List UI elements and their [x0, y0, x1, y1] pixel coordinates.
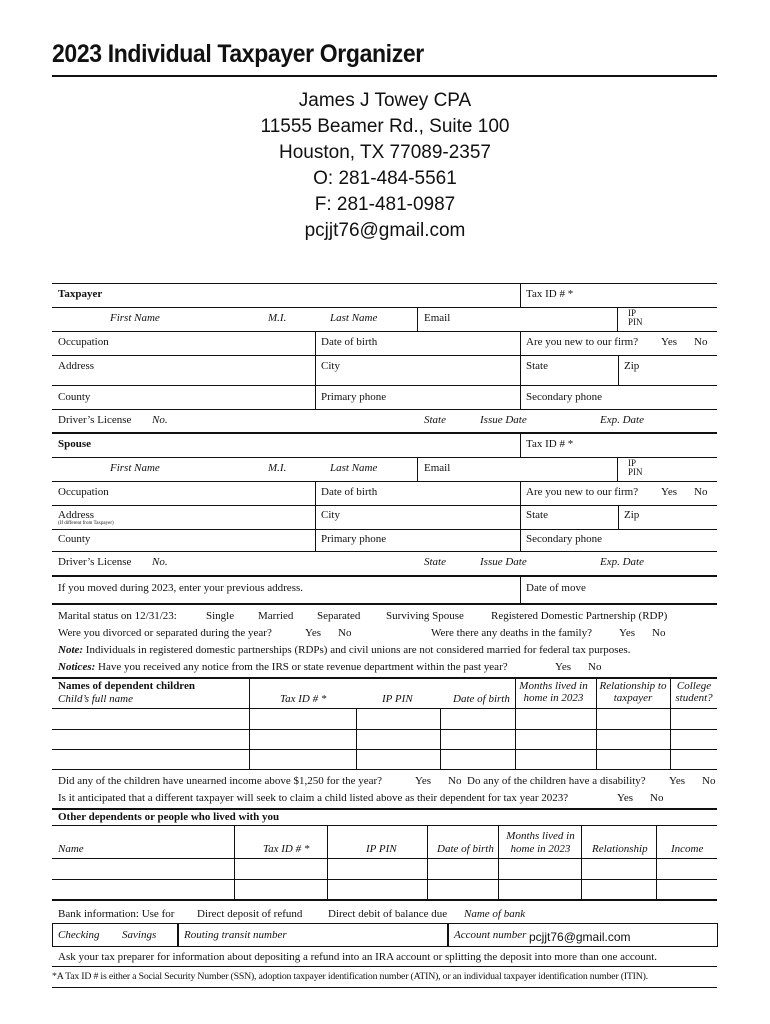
dependents-relationship-column	[597, 680, 669, 704]
other-dependents-heading: Other dependents or people who lived with you	[58, 811, 280, 823]
notices-yes[interactable]: Yes	[555, 661, 572, 673]
divider	[520, 433, 521, 457]
firm-office-phone: O: 281-484-5561	[313, 168, 457, 189]
marital-surviving-spouse-option[interactable]: Surviving Spouse	[386, 610, 464, 622]
unearned-income-no[interactable]: No	[448, 775, 462, 787]
taxpayer-occupation-field[interactable]: Occupation	[58, 336, 109, 348]
divider	[618, 505, 619, 529]
rule	[52, 409, 717, 410]
section-rule	[52, 808, 717, 810]
spouse-mi-field[interactable]: M.I.	[268, 462, 287, 474]
deaths-no[interactable]: No	[652, 627, 666, 639]
bank-info-label: Bank information: Use for	[58, 908, 175, 920]
title-rule	[52, 75, 717, 77]
divider	[520, 283, 521, 307]
spouse-secondary-phone-field[interactable]: Secondary phone	[526, 533, 603, 545]
divider	[327, 826, 328, 900]
taxpayer-dl-label: Driver’s License	[58, 414, 132, 426]
others-name-column: Name	[58, 843, 84, 855]
table-row[interactable]	[52, 708, 717, 709]
marital-married-option[interactable]: Married	[258, 610, 294, 622]
rule	[52, 825, 717, 826]
relationship-line2: taxpayer	[613, 692, 653, 704]
marital-status-label: Marital status on 12/31/23:	[58, 610, 177, 622]
divider	[670, 678, 671, 770]
divider	[417, 457, 418, 481]
firm-fax: F: 281-481-0987	[314, 194, 456, 215]
dependents-months-column	[516, 680, 591, 704]
direct-debit-option[interactable]: Direct debit of balance due	[328, 908, 448, 920]
divider	[520, 331, 521, 355]
table-row[interactable]	[52, 879, 717, 880]
divider	[315, 385, 316, 409]
marital-rdp-option[interactable]: Registered Domestic Partnership (RDP)	[491, 610, 668, 622]
direct-deposit-option[interactable]: Direct deposit of refund	[197, 908, 303, 920]
divider	[520, 505, 521, 529]
section-rule	[52, 575, 717, 577]
spouse-dl-issue-date-field[interactable]: Issue Date	[480, 556, 527, 568]
divorced-no[interactable]: No	[338, 627, 352, 639]
divider	[315, 355, 316, 385]
notices-label: Notices:	[58, 661, 96, 673]
divider	[520, 529, 521, 551]
divider	[515, 678, 516, 770]
dependents-heading: Names of dependent children	[58, 680, 195, 692]
dependents-tax-id-column: Tax ID # *	[280, 693, 327, 705]
taxpayer-dl-issue-date-field[interactable]: Issue Date	[480, 414, 527, 426]
others-tax-id-column: Tax ID # *	[263, 843, 310, 855]
table-row[interactable]	[52, 858, 717, 859]
others-dob-column: Date of birth	[437, 843, 494, 855]
taxpayer-dl-state-field[interactable]: State	[424, 414, 446, 426]
college-line1: College	[676, 680, 712, 692]
spouse-state-field[interactable]: State	[526, 509, 548, 521]
section-rule	[52, 677, 717, 679]
page-title: 2023 Individual Taxpayer Organizer	[52, 40, 424, 68]
marital-separated-option[interactable]: Separated	[317, 610, 361, 622]
rdp-note	[58, 644, 630, 656]
taxpayer-heading: Taxpayer	[58, 288, 103, 300]
divider	[315, 505, 316, 529]
tax-id-footnote: *A Tax ID # is either a Social Security Number (SSN), adoption taxpayer identification number (ATIN), or an individual taxpayer identification number (ITIN).	[52, 971, 648, 982]
others-relationship-column: Relationship	[592, 843, 648, 855]
taxpayer-new-firm-no[interactable]: No	[694, 336, 708, 348]
ip-label: IP	[628, 458, 637, 468]
spouse-new-firm-no[interactable]: No	[694, 486, 708, 498]
ip-label: IP	[628, 308, 637, 318]
spouse-dl-number-field[interactable]: No.	[152, 556, 168, 568]
taxpayer-email-field[interactable]: Email	[424, 312, 451, 324]
taxpayer-secondary-phone-field[interactable]: Secondary phone	[526, 391, 603, 403]
spouse-city-field[interactable]: City	[321, 509, 340, 521]
taxpayer-city-field[interactable]: City	[321, 360, 340, 372]
taxpayer-address-field[interactable]: Address	[58, 360, 95, 372]
pin-label: PIN	[628, 467, 643, 477]
divider	[315, 529, 316, 551]
divider	[356, 708, 357, 770]
note-label: Note:	[58, 644, 84, 656]
table-row[interactable]	[52, 749, 717, 750]
taxpayer-dl-number-field[interactable]: No.	[152, 414, 168, 426]
rule	[52, 987, 717, 988]
divider	[617, 307, 618, 331]
disability-question: Do any of the children have a disability?	[467, 775, 646, 787]
divider	[440, 708, 441, 770]
section-rule	[52, 603, 717, 605]
taxpayer-ip-pin-field[interactable]	[628, 309, 643, 327]
divorced-yes[interactable]: Yes	[305, 627, 322, 639]
disability-yes[interactable]: Yes	[669, 775, 686, 787]
rule	[52, 481, 717, 482]
firm-email: pcjjt76@gmail.com	[304, 220, 466, 241]
divider	[427, 826, 428, 900]
spouse-dl-exp-date-field[interactable]: Exp. Date	[600, 556, 644, 568]
unearned-income-yes[interactable]: Yes	[415, 775, 432, 787]
spouse-address-note: (If different from Taxpayer)	[58, 521, 114, 526]
claim-question: Is it anticipated that a different taxpayer will seek to claim a child listed above as their dependent for tax year 2023?	[58, 792, 569, 804]
rule	[52, 385, 717, 386]
months-line1: Months lived in	[519, 680, 588, 692]
divorced-question: Were you divorced or separated during the year?	[58, 627, 272, 639]
firm-address-line1: 11555 Beamer Rd., Suite 100	[260, 116, 510, 137]
divider	[520, 355, 521, 385]
months-line2: home in 2023	[510, 843, 571, 855]
taxpayer-state-field[interactable]: State	[526, 360, 548, 372]
dependents-ip-pin-column: IP PIN	[382, 693, 413, 705]
dependents-name-column: Child’s full name	[58, 693, 133, 705]
divider	[520, 576, 521, 603]
claim-yes[interactable]: Yes	[617, 792, 634, 804]
months-line2: home in 2023	[523, 692, 584, 704]
spouse-dob-field[interactable]: Date of birth	[321, 486, 378, 498]
table-row[interactable]	[52, 729, 717, 730]
notices-question	[58, 661, 508, 673]
divider	[656, 826, 657, 900]
taxpayer-new-firm-label: Are you new to our firm?	[526, 336, 639, 348]
spouse-county-field[interactable]: County	[58, 533, 91, 545]
notices-no[interactable]: No	[588, 661, 602, 673]
section-rule	[52, 899, 717, 901]
previous-address-field[interactable]: If you moved during 2023, enter your previous address.	[58, 582, 304, 594]
section-rule	[52, 432, 717, 434]
rule	[52, 529, 717, 530]
pin-label: PIN	[628, 317, 643, 327]
checking-option[interactable]: Checking	[58, 929, 100, 941]
others-months-column	[500, 830, 581, 856]
relationship-line1: Relationship to	[599, 680, 667, 692]
divider	[315, 331, 316, 355]
months-line1: Months lived in	[506, 830, 575, 842]
divider	[596, 678, 597, 770]
taxpayer-new-firm-yes[interactable]: Yes	[661, 336, 678, 348]
divider	[498, 826, 499, 900]
divider	[417, 307, 418, 331]
rule	[52, 966, 717, 967]
rule	[52, 283, 717, 284]
divider	[520, 385, 521, 409]
others-ip-pin-column: IP PIN	[366, 843, 397, 855]
spouse-primary-phone-field[interactable]: Primary phone	[321, 533, 387, 545]
routing-number-field[interactable]: Routing transit number	[184, 929, 287, 941]
college-line2: student?	[675, 692, 713, 704]
taxpayer-mi-field[interactable]: M.I.	[268, 312, 287, 324]
divider	[581, 826, 582, 900]
unearned-income-question: Did any of the children have unearned income above $1,250 for the year?	[58, 775, 383, 787]
disability-no[interactable]: No	[702, 775, 716, 787]
date-of-move-field[interactable]: Date of move	[526, 582, 586, 594]
taxpayer-tax-id-field[interactable]: Tax ID # *	[526, 288, 574, 300]
rule	[52, 331, 717, 332]
spouse-occupation-field[interactable]: Occupation	[58, 486, 109, 498]
spouse-zip-field[interactable]: Zip	[624, 509, 640, 521]
rule	[52, 769, 717, 770]
divider	[249, 678, 250, 770]
firm-name: James J Towey CPA	[298, 90, 472, 111]
claim-no[interactable]: No	[650, 792, 664, 804]
spouse-email-field[interactable]: Email	[424, 462, 451, 474]
taxpayer-dob-field[interactable]: Date of birth	[321, 336, 378, 348]
firm-address-line2: Houston, TX 77089-2357	[279, 142, 491, 163]
dependents-dob-column: Date of birth	[453, 693, 510, 705]
ira-note: Ask your tax preparer for information about depositing a refund into an IRA account or splitting the deposit into more than one account.	[58, 951, 658, 963]
deaths-question: Were there any deaths in the family?	[431, 627, 592, 639]
taxpayer-primary-phone-field[interactable]: Primary phone	[321, 391, 387, 403]
spouse-new-firm-yes[interactable]: Yes	[661, 486, 678, 498]
spouse-tax-id-field[interactable]: Tax ID # *	[526, 438, 574, 450]
divider	[234, 826, 235, 900]
spouse-ip-pin-field[interactable]	[628, 459, 643, 477]
divider	[315, 481, 316, 505]
divider	[618, 355, 619, 385]
divider	[617, 457, 618, 481]
taxpayer-zip-field[interactable]: Zip	[624, 360, 640, 372]
spouse-dl-state-field[interactable]: State	[424, 556, 446, 568]
notices-text: Have you received any notice from the IRS or state revenue department within the past year?	[98, 661, 508, 673]
divider	[520, 481, 521, 505]
spouse-address-field[interactable]: Address	[58, 509, 95, 521]
spouse-new-firm-label: Are you new to our firm?	[526, 486, 639, 498]
taxpayer-first-name-field[interactable]: First Name	[110, 312, 160, 324]
taxpayer-county-field[interactable]: County	[58, 391, 91, 403]
taxpayer-last-name-field[interactable]: Last Name	[330, 312, 378, 324]
taxpayer-dl-exp-date-field[interactable]: Exp. Date	[600, 414, 644, 426]
rule	[52, 551, 717, 552]
spouse-dl-label: Driver’s License	[58, 556, 132, 568]
spouse-first-name-field[interactable]: First Name	[110, 462, 160, 474]
savings-option[interactable]: Savings	[122, 929, 157, 941]
note-text: Individuals in registered domestic partnerships (RDPs) and civil unions are not considered married for federal tax purposes.	[85, 644, 631, 656]
bank-name-field[interactable]: Name of bank	[464, 908, 526, 920]
others-income-column: Income	[671, 843, 704, 855]
account-number-label: Account number	[454, 929, 527, 941]
account-number-field[interactable]: pcjjt76@gmail.com	[529, 930, 631, 944]
dependents-college-column	[671, 680, 717, 704]
spouse-last-name-field[interactable]: Last Name	[330, 462, 378, 474]
deaths-yes[interactable]: Yes	[619, 627, 636, 639]
marital-single-option[interactable]: Single	[206, 610, 235, 622]
spouse-heading: Spouse	[58, 438, 92, 450]
